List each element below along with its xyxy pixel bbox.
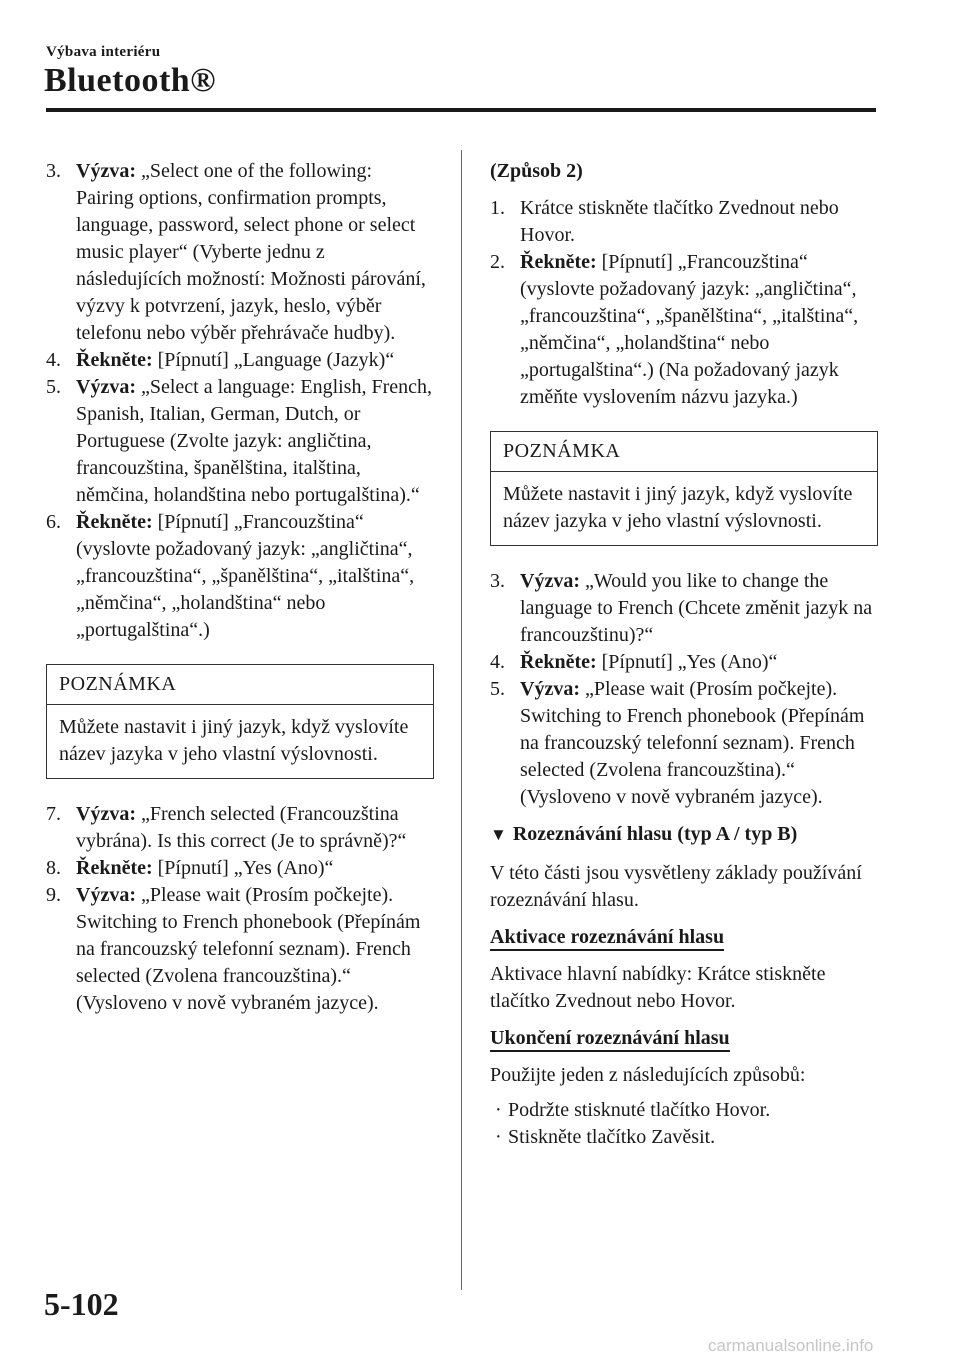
step-text: [Pípnutí] „Yes (Ano)“ — [157, 857, 334, 879]
step-label: Výzva: — [76, 803, 136, 825]
step-number: 7. — [46, 803, 61, 825]
watermark: carmanualsonline.info — [708, 1336, 874, 1355]
step-item — [46, 882, 434, 1017]
title-rule — [46, 108, 876, 112]
bullet-dot-icon: · — [495, 1099, 502, 1121]
bullet-text: Stiskněte tlačítko Zavěsit. — [508, 1126, 716, 1148]
ending-paragraph: Použijte jeden z následujících způsobů: — [490, 1064, 806, 1086]
right-steps-a — [490, 195, 878, 411]
right-steps-b — [490, 568, 878, 811]
step-label: Výzva: — [76, 160, 136, 182]
note-box — [490, 431, 878, 546]
step-number: 5. — [46, 376, 61, 398]
step-item — [46, 347, 434, 374]
step-label: Řekněte: — [520, 251, 597, 273]
section-label: Výbava interiéru — [46, 44, 161, 60]
step-item — [46, 855, 434, 882]
step-number: 2. — [490, 251, 505, 273]
step-item — [490, 649, 878, 676]
step-text: [Pípnutí] „Yes (Ano)“ — [601, 651, 778, 673]
step-label: Řekněte: — [76, 857, 153, 879]
step-item — [46, 509, 434, 644]
step-number: 5. — [490, 678, 505, 700]
column-divider — [461, 150, 462, 1290]
triangle-down-icon: ▼ — [490, 825, 507, 844]
step-number: 4. — [46, 349, 61, 371]
activation-paragraph: Aktivace hlavní nabídky: Krátce stiskněte tlačítko Zvednout nebo Hovor. — [490, 963, 826, 1012]
step-text: „Please wait (Prosím počkejte). Switching to French phonebook (Přepínám na francouzský telefonní seznam). French selected (Zvolena francouzština).“ (Vysloveno v nově vybraném jazyce). — [520, 678, 865, 808]
step-item — [490, 568, 878, 649]
right-column — [490, 158, 878, 1151]
step-text: [Pípnutí] „Francouzština“ (vyslovte požadovaný jazyk: „angličtina“, „francouzština“, „španělština“, „italština“, „němčina“, „holandština“ nebo „portugalština“.) (Na požadovaný jazyk změňte vyslovením názvu jazyka.) — [520, 251, 859, 408]
step-number: 3. — [490, 570, 505, 592]
step-text: „Please wait (Prosím počkejte). Switching to French phonebook (Přepínám na francouzský telefonní seznam). French selected (Zvolena francouzština).“ (Vysloveno v nově vybraném jazyce). — [76, 884, 421, 1014]
step-label: Výzva: — [76, 376, 136, 398]
step-text: Krátce stiskněte tlačítko Zvednout nebo Hovor. — [520, 197, 839, 246]
page-number: 5-102 — [44, 1286, 119, 1322]
step-number: 4. — [490, 651, 505, 673]
ending-subheading: Ukončení rozeznávání hlasu — [490, 1027, 730, 1052]
step-text: „Select a language: English, French, Spanish, Italian, German, Dutch, or Portuguese (Zvolte jazyk: angličtina, francouzština, španělština, italština, němčina, holandština nebo portugalština).“ — [76, 376, 432, 506]
step-item — [46, 801, 434, 855]
note-title: POZNÁMKA — [47, 665, 433, 705]
left-steps-b — [46, 801, 434, 1017]
step-number: 3. — [46, 160, 61, 182]
activation-subheading: Aktivace rozeznávání hlasu — [490, 926, 724, 951]
page-title: Bluetooth® — [44, 62, 217, 99]
step-number: 8. — [46, 857, 61, 879]
step-label: Řekněte: — [76, 511, 153, 533]
step-text: „Would you like to change the language to French (Chcete změnit jazyk na francouzštinu)?“ — [520, 570, 873, 646]
step-item — [46, 374, 434, 509]
note-text: Můžete nastavit i jiný jazyk, když vyslovíte název jazyka v jeho vlastní výslovnosti. — [503, 483, 853, 532]
step-item — [490, 249, 878, 411]
step-item — [46, 158, 434, 347]
method-title: (Způsob 2) — [490, 160, 583, 182]
bullet-item — [490, 1124, 878, 1151]
step-label: Řekněte: — [76, 349, 153, 371]
step-text: [Pípnutí] „Language (Jazyk)“ — [157, 349, 395, 371]
step-label: Výzva: — [520, 678, 580, 700]
section-heading-text: Rozeznávání hlasu (typ A / typ B) — [512, 823, 798, 845]
left-steps-a — [46, 158, 434, 644]
bullet-item — [490, 1097, 878, 1124]
note-box — [46, 664, 434, 779]
step-number: 6. — [46, 511, 61, 533]
step-text: „French selected (Francouzština vybrána). Is this correct (Je to správně)?“ — [76, 803, 407, 852]
step-number: 9. — [46, 884, 61, 906]
note-text: Můžete nastavit i jiný jazyk, když vyslovíte název jazyka v jeho vlastní výslovnosti. — [59, 716, 409, 765]
intro-paragraph: V této části jsou vysvětleny základy používání rozeznávání hlasu. — [490, 862, 862, 911]
step-item — [490, 195, 878, 249]
step-item — [490, 676, 878, 811]
bullet-text: Podržte stisknuté tlačítko Hovor. — [508, 1099, 771, 1121]
step-label: Výzva: — [76, 884, 136, 906]
left-column — [46, 158, 434, 1017]
step-text: [Pípnutí] „Francouzština“ (vyslovte požadovaný jazyk: „angličtina“, „francouzština“, „španělština“, „italština“, „němčina“, „holandština“ nebo „portugalština“.) — [76, 511, 415, 641]
step-label: Výzva: — [520, 570, 580, 592]
bullet-dot-icon: · — [495, 1126, 502, 1148]
note-title: POZNÁMKA — [491, 432, 877, 472]
step-number: 1. — [490, 197, 505, 219]
step-label: Řekněte: — [520, 651, 597, 673]
step-text: „Select one of the following: Pairing options, confirmation prompts, language, password, select phone or select music player“ (Vyberte jednu z následujících možností: Možnosti párování, výzvy k potvrzení, jazyk, heslo, výběr telefonu nebo výběr přehrávače hudby). — [76, 160, 426, 344]
section-heading — [490, 821, 878, 848]
